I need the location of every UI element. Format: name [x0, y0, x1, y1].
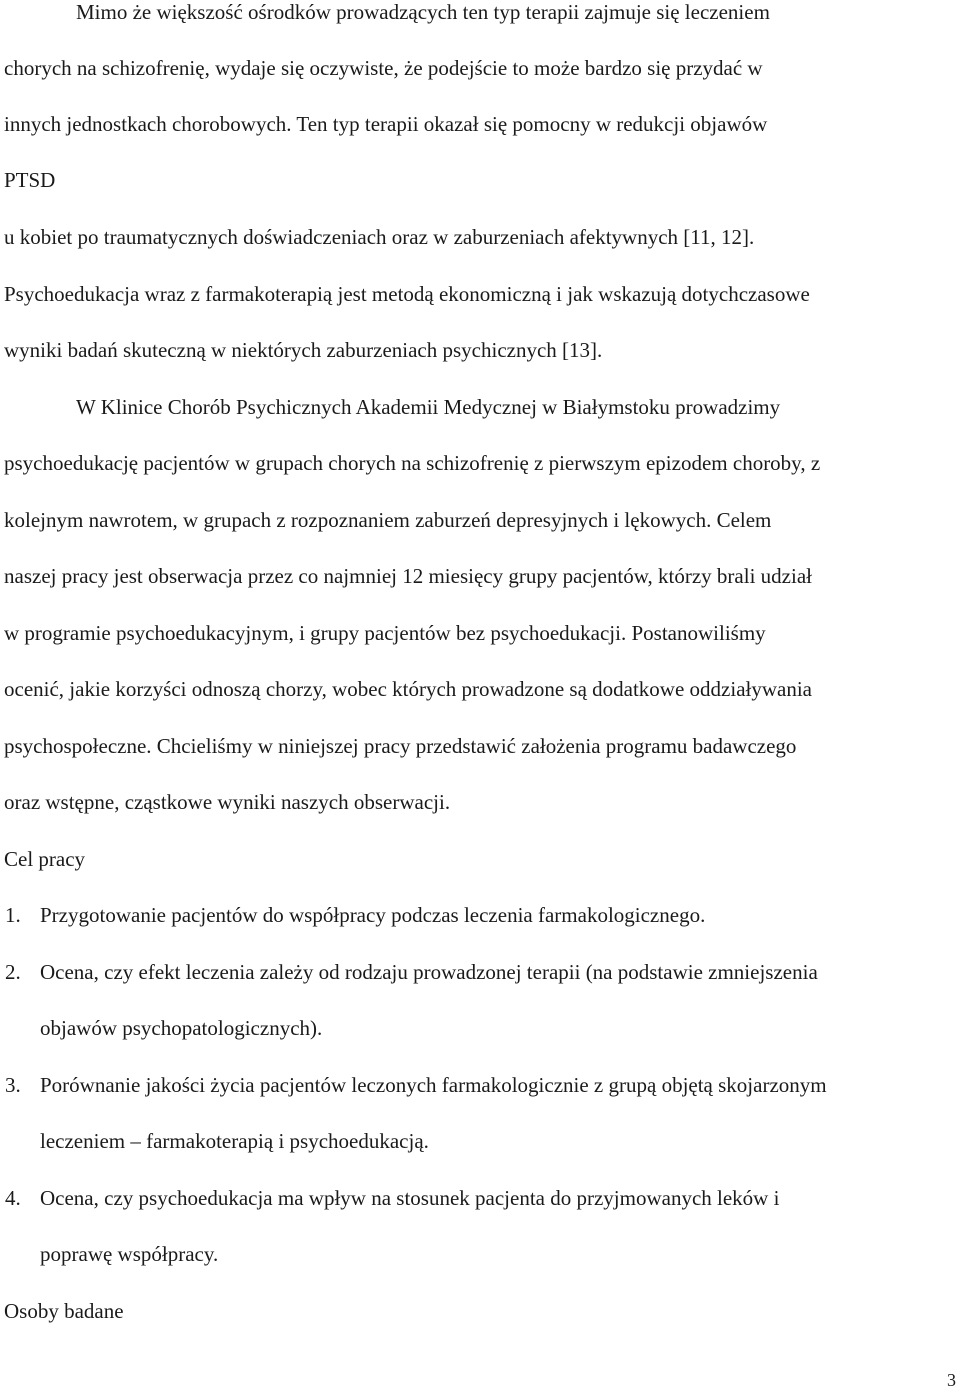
- text-line: u kobiet po traumatycznych doświadczeniach oraz w zaburzeniach afektywnych [11, 12].: [4, 225, 755, 249]
- list-item-number: 1.: [5, 903, 21, 927]
- list-item-text: leczeniem – farmakoterapią i psychoedukacją.: [40, 1129, 429, 1153]
- list-item-text: Porównanie jakości życia pacjentów leczonych farmakologicznie z grupą objętą skojarzonym: [40, 1073, 827, 1097]
- text-line: ocenić, jakie korzyści odnoszą chorzy, wobec których prowadzone są dodatkowe oddziaływania: [4, 677, 812, 701]
- text-line: naszej pracy jest obserwacja przez co najmniej 12 miesięcy grupy pacjentów, którzy brali udział: [4, 564, 812, 588]
- text-line: PTSD: [4, 168, 56, 192]
- list-item-number: 4.: [5, 1186, 21, 1210]
- text-line: psychospołeczne. Chcieliśmy w niniejszej pracy przedstawić założenia programu badawczego: [4, 734, 797, 758]
- text-line: innych jednostkach chorobowych. Ten typ terapii okazał się pomocny w redukcji objawów: [4, 112, 768, 136]
- section-heading-osoby-badane: Osoby badane: [4, 1299, 124, 1323]
- text-line: wyniki badań skuteczną w niektórych zaburzeniach psychicznych [13].: [4, 338, 603, 362]
- list-item-number: 2.: [5, 960, 21, 984]
- text-line: psychoedukację pacjentów w grupach chorych na schizofrenię z pierwszym epizodem choroby, z: [4, 451, 821, 475]
- text-line: chorych na schizofrenię, wydaje się oczywiste, że podejście to może bardzo się przydać w: [4, 56, 763, 80]
- text-line: w programie psychoedukacyjnym, i grupy pacjentów bez psychoedukacji. Postanowiliśmy: [4, 621, 766, 645]
- list-item-number: 3.: [5, 1073, 21, 1097]
- text-line: W Klinice Chorób Psychicznych Akademii Medycznej w Białymstoku prowadzimy: [76, 395, 781, 419]
- list-item-text: poprawę współpracy.: [40, 1242, 219, 1266]
- list-item-text: Ocena, czy efekt leczenia zależy od rodzaju prowadzonej terapii (na podstawie zmniejszenia: [40, 960, 818, 984]
- list-item-text: objawów psychopatologicznych).: [40, 1016, 323, 1040]
- text-line: kolejnym nawrotem, w grupach z rozpoznaniem zaburzeń depresyjnych i lękowych. Celem: [4, 508, 772, 532]
- list-item-text: Przygotowanie pacjentów do współpracy podczas leczenia farmakologicznego.: [40, 903, 706, 927]
- list-item-text: Ocena, czy psychoedukacja ma wpływ na stosunek pacjenta do przyjmowanych leków i: [40, 1186, 780, 1210]
- section-heading-cel-pracy: Cel pracy: [4, 847, 86, 871]
- text-line: Psychoedukacja wraz z farmakoterapią jest metodą ekonomiczną i jak wskazują dotychczasowe: [4, 282, 810, 306]
- text-line: oraz wstępne, cząstkowe wyniki naszych obserwacji.: [4, 790, 451, 814]
- page-number: 3: [947, 1370, 956, 1390]
- text-line: Mimo że większość ośrodków prowadzących ten typ terapii zajmuje się leczeniem: [76, 0, 770, 24]
